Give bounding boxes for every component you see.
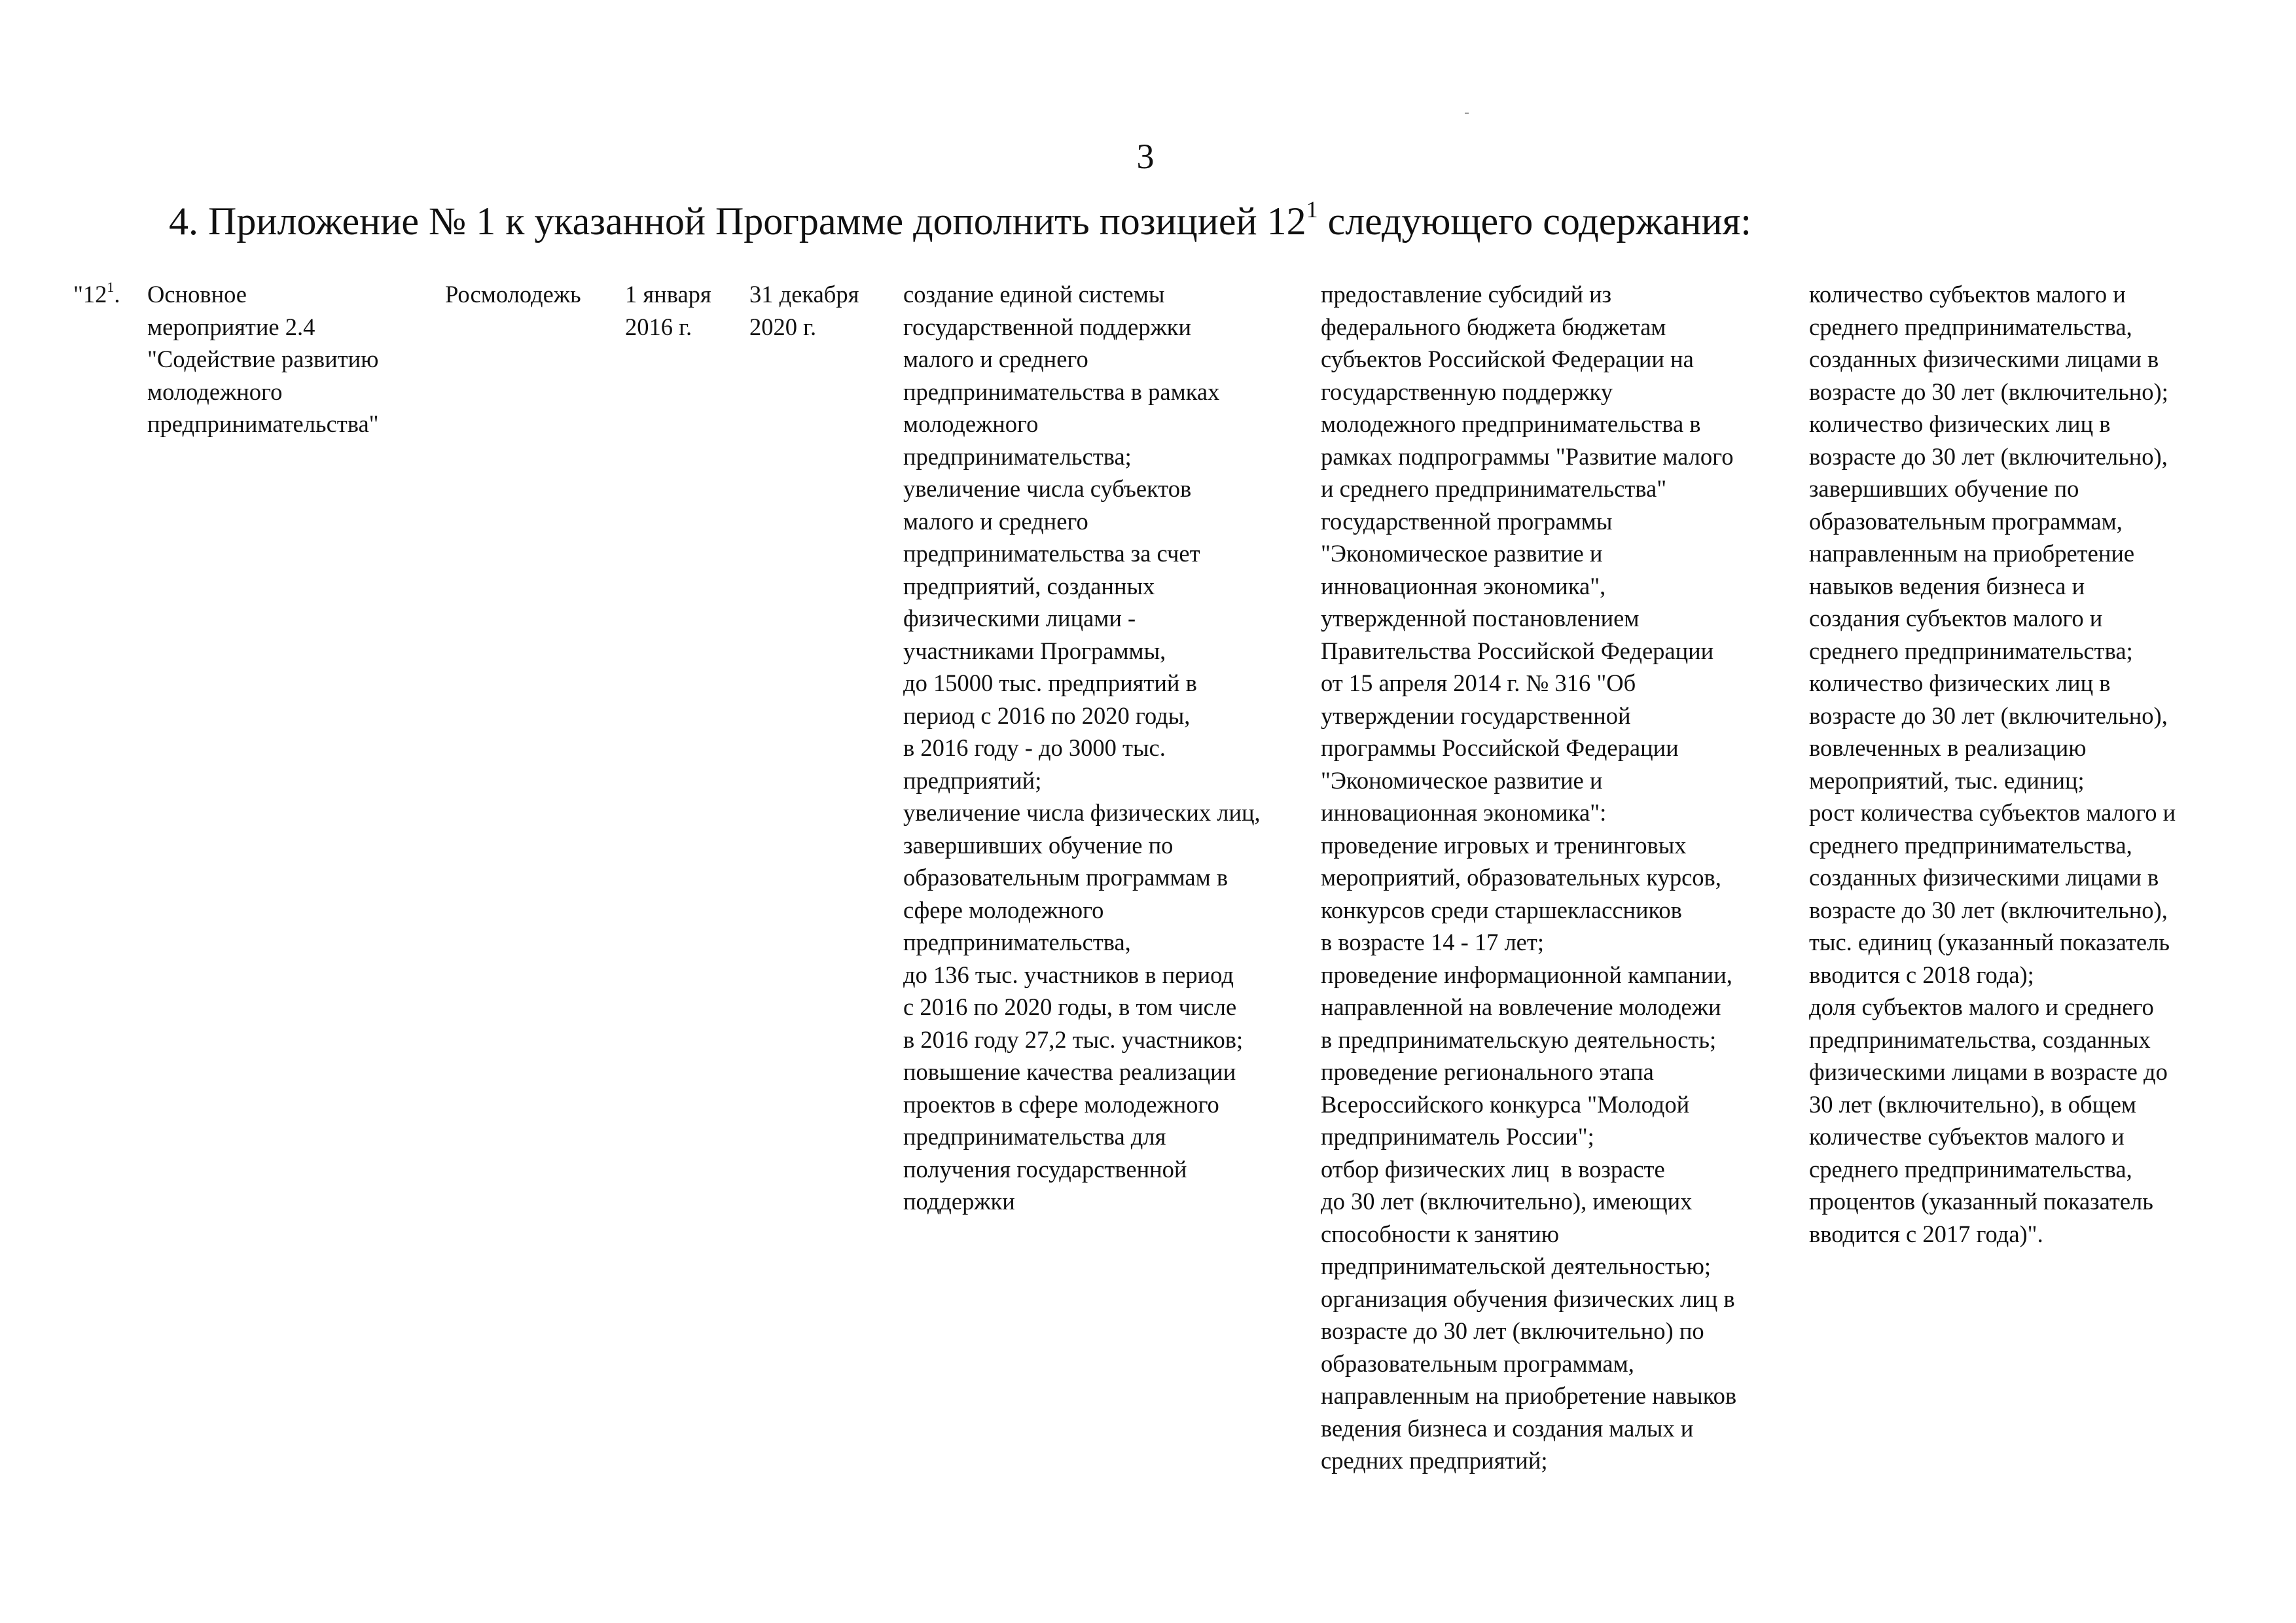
responsible-executor-cell: Росмолодежь <box>445 281 581 308</box>
start-date-cell: 1 января 2016 г. <box>625 281 711 340</box>
scan-speck <box>1465 113 1469 114</box>
section-heading <box>169 196 1751 243</box>
expected-result-cell: создание единой системы государственной поддержки малого и среднего предпринимательства в рамках молодежного предпринимательства; увеличение числа субъектов малого и среднего предпринимательства за счет предприятий, созданных физическими лицами - участниками Программы, до 15000 тыс. предприятий в период с 2016 по 2020 годы, в 2016 году - до 3000 тыс. предприятий; увеличение числа физических лиц, завершивших обучение по образовательным программам в сфере молодежного предпринимательства, до 136 тыс. участников в период с 2016 по 2020 годы, в том числе в 2016 году 27,2 тыс. участников; повышение качества реализации проектов в сфере молодежного предпринимательства для получения государственной поддержки <box>903 281 1261 1215</box>
indicators-cell: количество субъектов малого и среднего предпринимательства, созданных физическими лицами в возрасте до 30 лет (включительно); количество физических лиц в возрасте до 30 лет (включительно), завершивших обучение по образовательным программам, направленным на приобретение навыков ведения бизнеса и создания субъектов малого и среднего предпринимательства; количество физических лиц в возрасте до 30 лет (включительно), вовлеченных в реализацию мероприятий, тыс. единиц; рост количества субъектов малого и среднего предпринимательства, созданных физическими лицами в возрасте до 30 лет (включительно), тыс. единиц (указанный показатель вводится с 2018 года); доля субъектов малого и среднего предпринимательства, созданных физическими лицами в возрасте до 30 лет (включительно), в общем количестве субъектов малого и среднего предпринимательства, процентов (указанный показатель вводится с 2017 года)". <box>1809 281 2176 1247</box>
heading-text: 4. Приложение № 1 к указанной Программе дополнить позицией 12 <box>169 200 1306 243</box>
main-activities-cell: предоставление субсидий из федерального бюджета бюджетам субъектов Российской Федерации на государственную поддержку молодежного предпринимательства в рамках подпрограммы "Развитие малого и среднего предпринимательства" государственной программы "Экономическое развитие и инновационная экономика", утвержденной постановлением Правительства Российской Федерации от 15 апреля 2014 г. № 316 "Об утверждении государственной программы Российской Федерации "Экономическое развитие и инновационная экономика": проведение игровых и тренинговых мероприятий, образовательных курсов, конкурсов среди старшеклассников в возрасте 14 - 17 лет; проведение информационной кампании, направленной на вовлечение молодежи в предпринимательскую деятельность; проведение регионального этапа Всероссийского конкурса "Молодой предприниматель России"; отбор физических лиц в возрасте до 30 лет (включительно), имеющих способности к занятию предпринимательской деятельностью; организация обучения физических лиц в возрасте до 30 лет (включительно) по образовательным программам, направленным на приобретение навыков ведения бизнеса и создания малых и средних предприятий; <box>1321 281 1737 1474</box>
end-date-cell: 31 декабря 2020 г. <box>749 281 859 340</box>
heading-text-after: следующего содержания: <box>1318 200 1751 243</box>
position-suffix: . <box>114 281 120 308</box>
position-superscript: 1 <box>107 279 115 295</box>
heading-superscript: 1 <box>1306 196 1318 223</box>
position-number: "12 <box>73 281 107 308</box>
activity-name-cell: Основное мероприятие 2.4 "Содействие развитию молодежного предпринимательства" <box>147 281 379 437</box>
row-position-number <box>73 278 120 311</box>
page-number: 3 <box>1136 137 1155 176</box>
